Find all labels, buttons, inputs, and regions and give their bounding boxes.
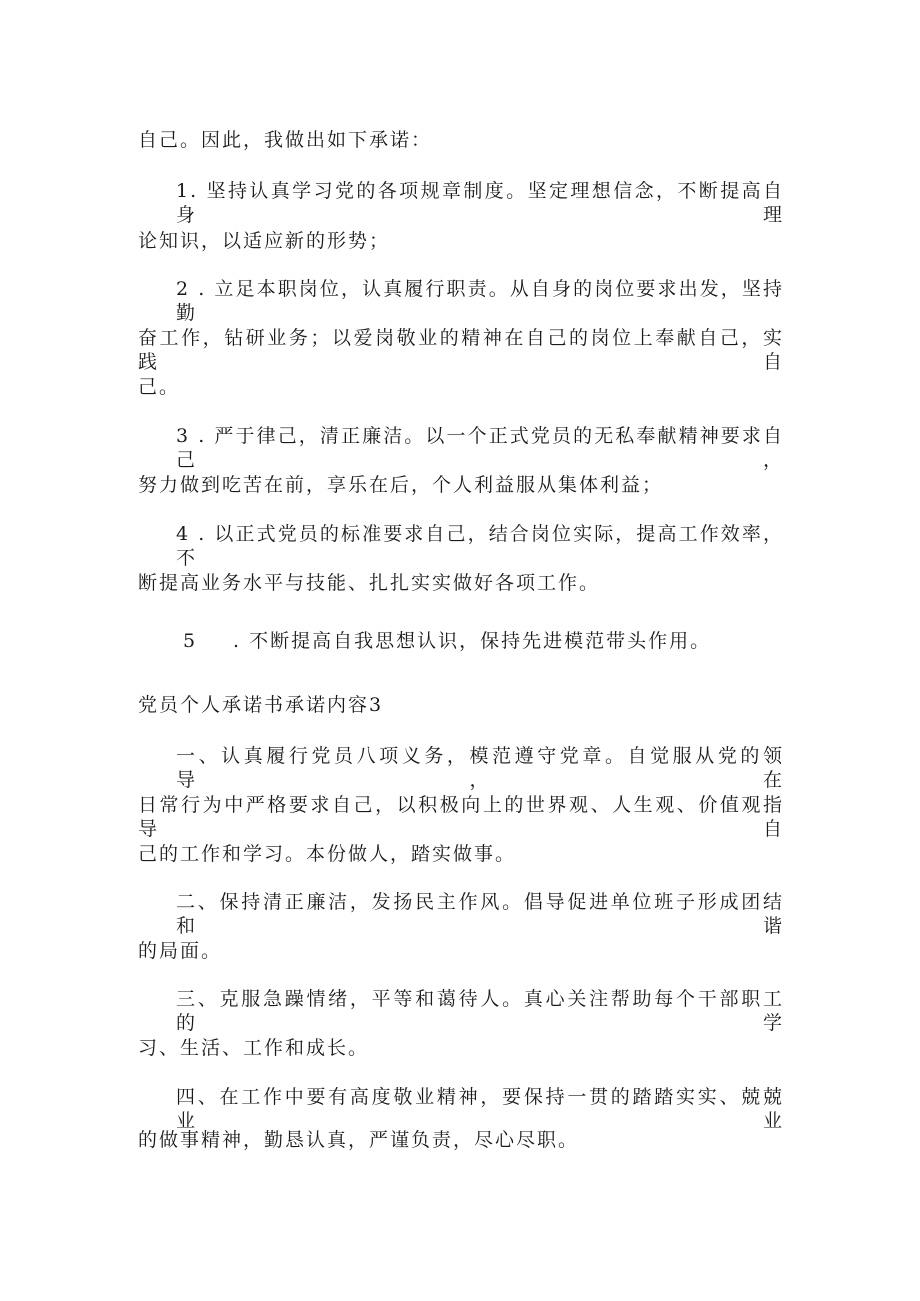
section-title: 党员个人承诺书承诺内容3 [138, 694, 384, 716]
text-line: 努力做到吃苦在前，享乐在后，个人利益服从集体利益； [138, 474, 664, 496]
commitment-item-1: 1. 坚持认真学习党的各项规章制度。坚定理想信念，不断提高自身理 [176, 180, 784, 226]
text-line: 的局面。 [138, 940, 223, 962]
text-line: 断提高业务水平与技能、扎扎实实做好各项工作。 [138, 572, 601, 594]
section-item-4: 四、在工作中要有高度敬业精神，要保持一贯的踏踏实实、兢兢业业 [176, 1086, 784, 1132]
text-line: 己。 [138, 376, 181, 398]
commitment-item-2: 2 . 立足本职岗位，认真履行职责。从自身的岗位要求出发，坚持勤 [176, 278, 784, 324]
text-line: 论知识，以适应新的形势； [138, 230, 391, 252]
section-item-3: 三、克服急躁情绪，平等和蔼待人。真心关注帮助每个干部职工的学 [176, 988, 784, 1034]
text-line: 习、生活、工作和成长。 [138, 1037, 370, 1059]
commitment-item-4: 4 . 以正式党员的标准要求自己，结合岗位实际，提高工作效率，不 [176, 523, 784, 569]
text-line: 自己。因此，我做出如下承诺： [138, 129, 433, 151]
section-item-2: 二、保持清正廉洁，发扬民主作风。倡导促进单位班子形成团结和谐 [176, 891, 784, 937]
section-item-1: 一、认真履行党员八项义务，模范遵守党章。自觉服从党的领导，在 [176, 745, 784, 791]
text-line: 奋工作，钻研业务；以爱岗敬业的精神在自己的岗位上奉献自己，实践自 [138, 327, 784, 373]
commitment-item-5 [138, 629, 784, 653]
item-number: 5 [183, 630, 198, 652]
text-line: 的做事精神，勤恳认真，严谨负责，尽心尽职。 [138, 1129, 580, 1151]
item-text: . 不断提高自我思想认识，保持先进模范带头作用。 [233, 630, 712, 652]
text-line: 日常行为中严格要求自己，以积极向上的世界观、人生观、价值观指导自 [138, 794, 784, 840]
commitment-item-3: 3 . 严于律己，清正廉洁。以一个正式党员的无私奉献精神要求自己， [176, 425, 784, 471]
text-line: 己的工作和学习。本份做人，踏实做事。 [138, 843, 517, 865]
